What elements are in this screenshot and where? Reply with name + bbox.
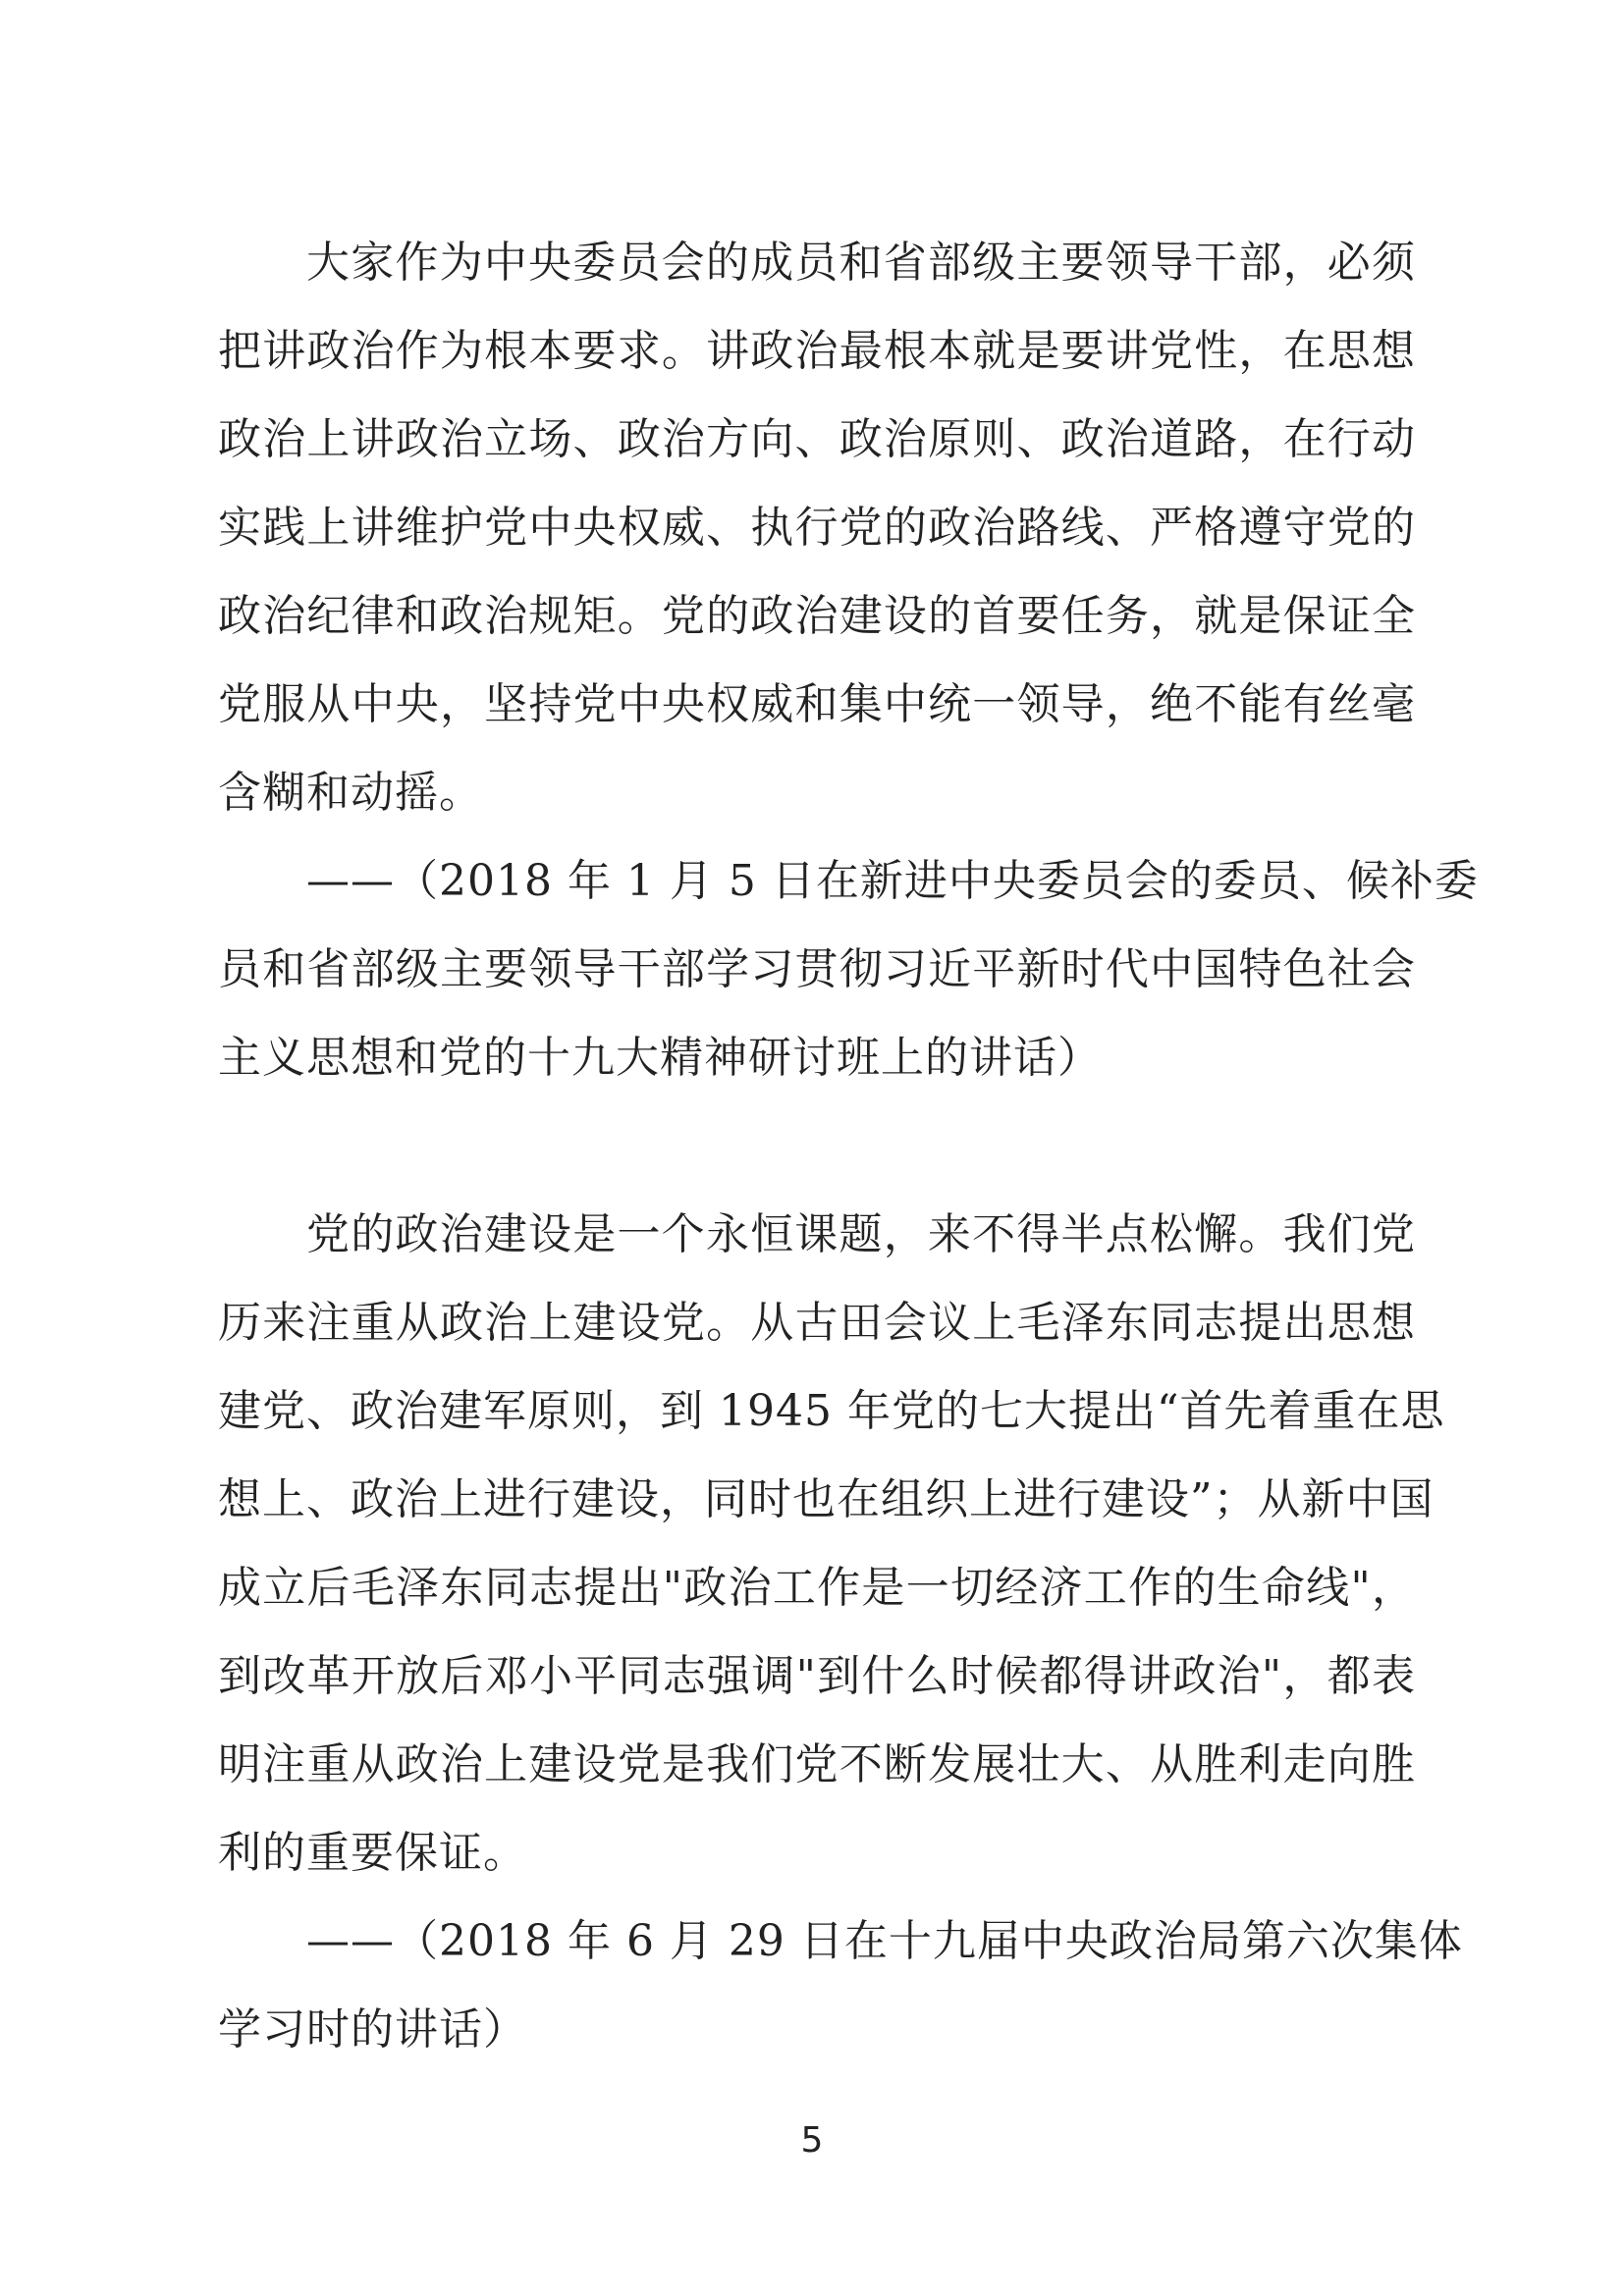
paragraph-line: 利的重要保证。 <box>218 1828 527 1878</box>
paragraph-line: 政治纪律和政治规矩。党的政治建设的首要任务，就是保证全 <box>218 591 1416 641</box>
paragraph-line: 实践上讲维护党中央权威、执行党的政治路线、严格遵守党的 <box>218 503 1416 553</box>
paragraph-line: 到改革开放后邓小平同志强调"到什么时候都得讲政治"，都表 <box>218 1651 1416 1701</box>
paragraph-line: 含糊和动摇。 <box>218 768 483 818</box>
paragraph-line: 建党、政治建军原则，到 1945 年党的七大提出“首先着重在思 <box>218 1386 1445 1436</box>
paragraph-line: 把讲政治作为根本要求。讲政治最根本就是要讲党性，在思想 <box>218 326 1416 376</box>
attribution-line: ——（2018 年 6 月 29 日在十九届中央政治局第六次集体 <box>306 1916 1463 1966</box>
page-number: 5 <box>800 2120 824 2161</box>
attribution-line: 员和省部级主要领导干部学习贯彻习近平新时代中国特色社会 <box>218 944 1416 994</box>
paragraph-line: 大家作为中央委员会的成员和省部级主要领导干部，必须 <box>306 238 1416 288</box>
paragraph-line: 党的政治建设是一个永恒课题，来不得半点松懈。我们党 <box>306 1209 1416 1259</box>
paragraph-line: 成立后毛泽东同志提出"政治工作是一切经济工作的生命线"， <box>218 1563 1416 1613</box>
attribution-line: 学习时的讲话） <box>218 2004 527 2055</box>
paragraph-line: 政治上讲政治立场、政治方向、政治原则、政治道路，在行动 <box>218 414 1416 464</box>
paragraph-line: 历来注重从政治上建设党。从古田会议上毛泽东同志提出思想 <box>218 1298 1416 1348</box>
paragraph-line: 明注重从政治上建设党是我们党不断发展壮大、从胜利走向胜 <box>218 1739 1416 1789</box>
attribution-line: 主义思想和党的十九大精神研讨班上的讲话） <box>218 1033 1102 1083</box>
paragraph-line: 想上、政治上进行建设，同时也在组织上进行建设”；从新中国 <box>218 1474 1435 1524</box>
attribution-line: ——（2018 年 1 月 5 日在新进中央委员会的委员、候补委 <box>306 856 1479 906</box>
paragraph-line: 党服从中央，坚持党中央权威和集中统一领导，绝不能有丝毫 <box>218 679 1416 729</box>
